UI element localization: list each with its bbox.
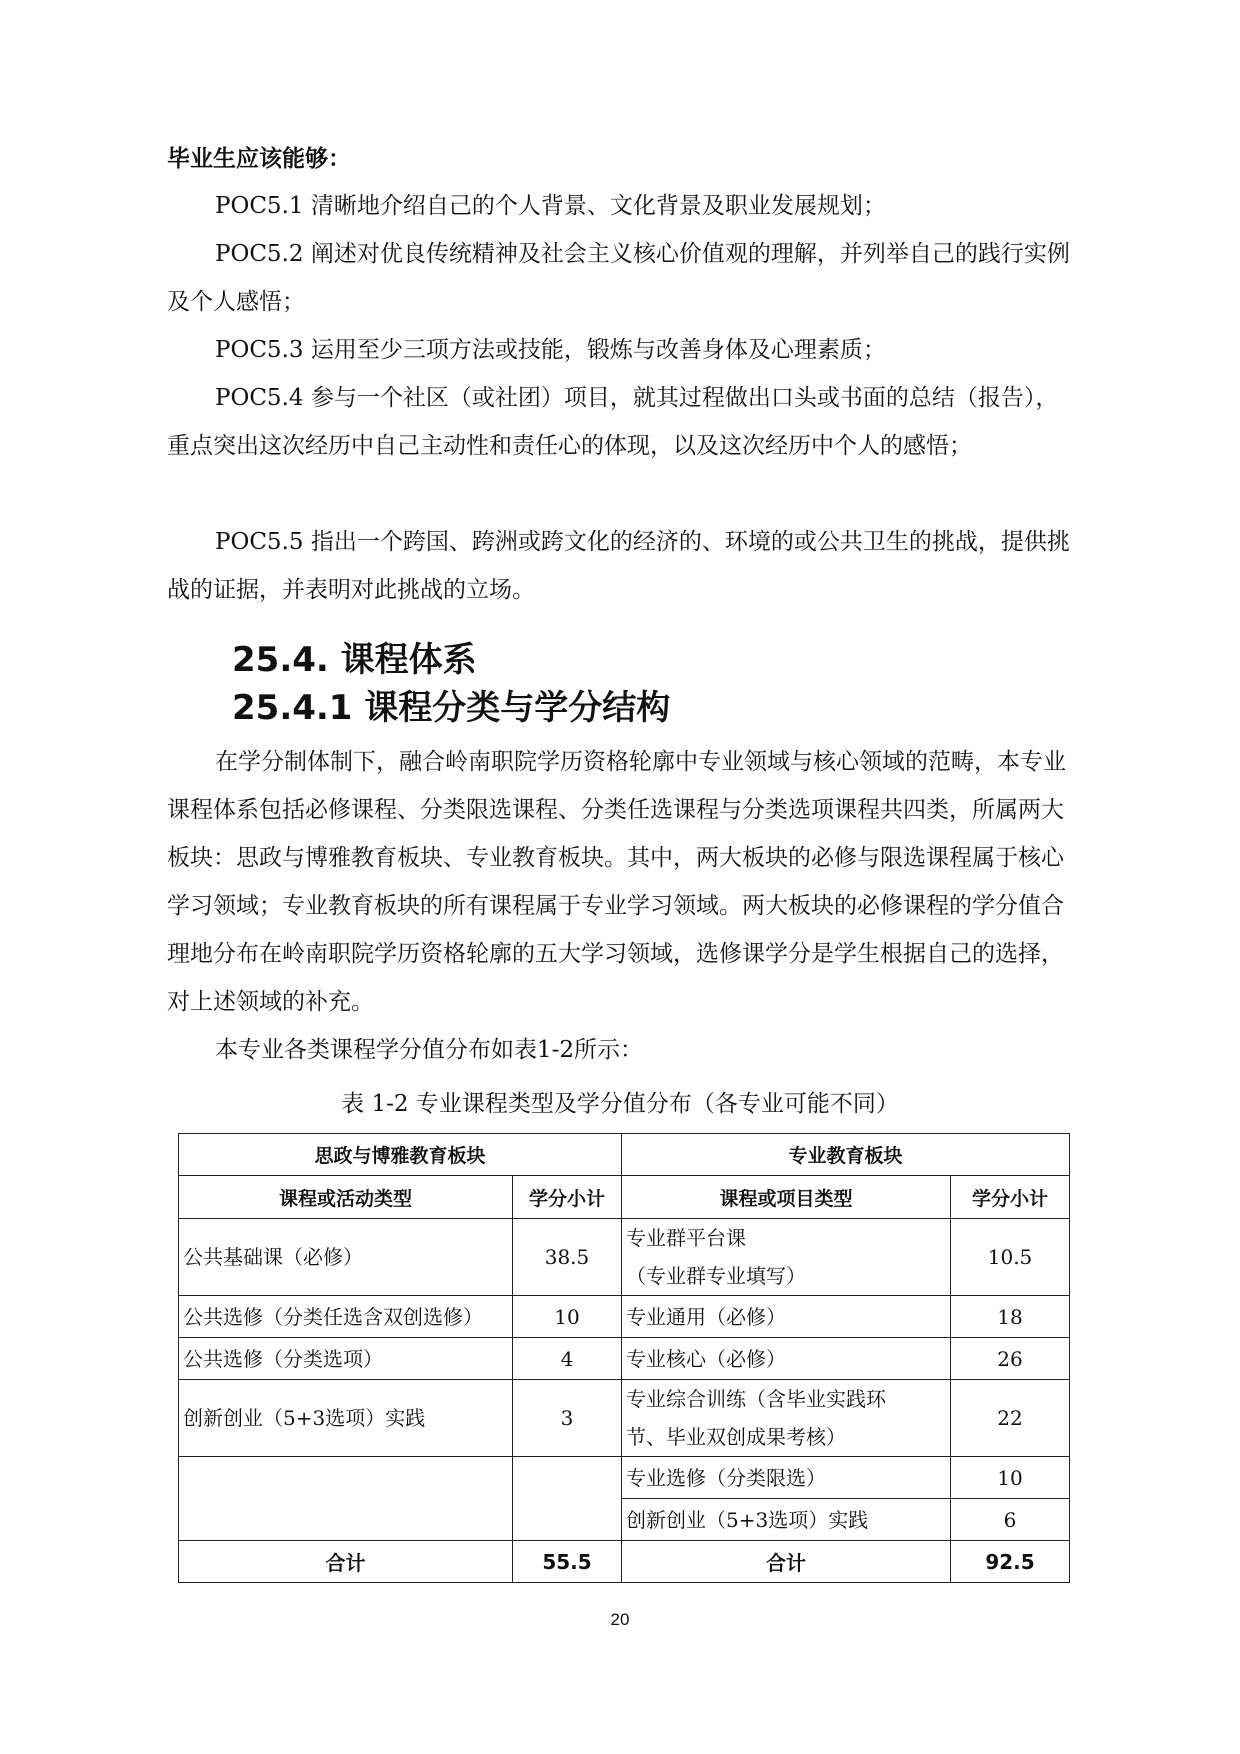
right-total-value: 92.5 — [951, 1541, 1070, 1583]
left-empty-credit-cell — [513, 1457, 622, 1541]
table-caption: 表 1-2 专业课程类型及学分值分布（各专业可能不同） — [341, 1091, 899, 1117]
left-type-header: 课程或活动类型 — [179, 1176, 513, 1219]
left-course-credit: 4 — [513, 1338, 622, 1380]
left-total-value: 55.5 — [513, 1541, 622, 1583]
table-total-row — [179, 1541, 1070, 1583]
poc-5-1: POC5.1 清晰地介绍自己的个人背景、文化背景及职业发展规划； — [215, 193, 886, 219]
page-number: 20 — [610, 1610, 630, 1629]
right-total-label: 合计 — [622, 1541, 951, 1583]
poc-5-3: POC5.3 运用至少三项方法或技能，锻炼与改善身体及心理素质； — [215, 337, 886, 363]
left-course-name: 创新创业（5+3选项）实践 — [179, 1380, 513, 1457]
left-course-credit: 3 — [513, 1380, 622, 1457]
table-column-header-row — [179, 1176, 1070, 1219]
body-paragraph-1: 在学分制体制下，融合岭南职院学历资格轮廓中专业领域与核心领域的范畴，本专业课程体系包括必修课程、分类限选课程、分类任选课程与分类选项课程共四类，所属两大板块：思政与博雅教育板块、专业教育板块。其中，两大板块的必修与限选课程属于核心学习领域；专业教育板块的所有课程属于专业学习领域。两大板块的必修课程的学分值合理地分布在岭南职院学历资格轮廓的五大学习领域，选修课学分是学生根据自己的选择，对上述领域的补充。 — [167, 749, 1066, 1015]
right-course-name: 专业通用（必修） — [622, 1296, 951, 1338]
right-type-header: 课程或项目类型 — [622, 1176, 951, 1219]
table-row — [179, 1457, 1070, 1499]
right-course-credit: 6 — [951, 1499, 1070, 1541]
poc-5-2: POC5.2 阐述对优良传统精神及社会主义核心价值观的理解，并列举自己的践行实例及个人感悟； — [167, 241, 1070, 315]
section-heading: 25.4. 课程体系 — [232, 640, 477, 680]
left-course-name: 公共选修（分类任选含双创选修） — [179, 1296, 513, 1338]
left-course-credit: 38.5 — [513, 1219, 622, 1296]
table-row — [179, 1219, 1070, 1296]
right-course-name: 专业核心（必修） — [622, 1338, 951, 1380]
right-block-header: 专业教育板块 — [622, 1134, 1070, 1176]
right-course-name-line2: 节、毕业双创成果考核） — [626, 1425, 847, 1449]
right-course-name-line1: 专业群平台课 — [626, 1226, 747, 1250]
right-course-credit: 18 — [951, 1296, 1070, 1338]
body-paragraph-2: 本专业各类课程学分值分布如表1-2所示： — [215, 1037, 644, 1063]
left-credit-header: 学分小计 — [513, 1176, 622, 1219]
right-course-name-line2: （专业群专业填写） — [626, 1264, 807, 1288]
poc-5-4: POC5.4 参与一个社区（或社团）项目，就其过程做出口头或书面的总结（报告），重点突出这次经历中自己主动性和责任心的体现，以及这次经历中个人的感悟； — [167, 385, 1059, 459]
left-course-name: 公共基础课（必修） — [179, 1219, 513, 1296]
left-course-credit: 10 — [513, 1296, 622, 1338]
right-course-name: 专业选修（分类限选） — [622, 1457, 951, 1499]
right-course-name — [622, 1219, 951, 1296]
left-block-header: 思政与博雅教育板块 — [179, 1134, 622, 1176]
poc-5-5: POC5.5 指出一个跨国、跨洲或跨文化的经济的、环境的或公共卫生的挑战，提供挑战的证据，并表明对此挑战的立场。 — [167, 529, 1070, 603]
table-row — [179, 1296, 1070, 1338]
credit-distribution-table — [178, 1133, 1070, 1583]
right-course-credit: 22 — [951, 1380, 1070, 1457]
right-course-name-line1: 专业综合训练（含毕业实践环 — [626, 1387, 887, 1411]
left-course-name: 公共选修（分类选项） — [179, 1338, 513, 1380]
left-empty-cell — [179, 1457, 513, 1541]
right-course-name — [622, 1380, 951, 1457]
lead-text: 毕业生应该能够： — [167, 146, 351, 172]
right-course-credit: 10 — [951, 1457, 1070, 1499]
right-course-credit: 10.5 — [951, 1219, 1070, 1296]
subsection-heading: 25.4.1 课程分类与学分结构 — [232, 688, 671, 728]
table-row — [179, 1338, 1070, 1380]
table-block-header-row — [179, 1134, 1070, 1176]
right-credit-header: 学分小计 — [951, 1176, 1070, 1219]
right-course-credit: 26 — [951, 1338, 1070, 1380]
left-total-label: 合计 — [179, 1541, 513, 1583]
table-row — [179, 1380, 1070, 1457]
right-course-name: 创新创业（5+3选项）实践 — [622, 1499, 951, 1541]
